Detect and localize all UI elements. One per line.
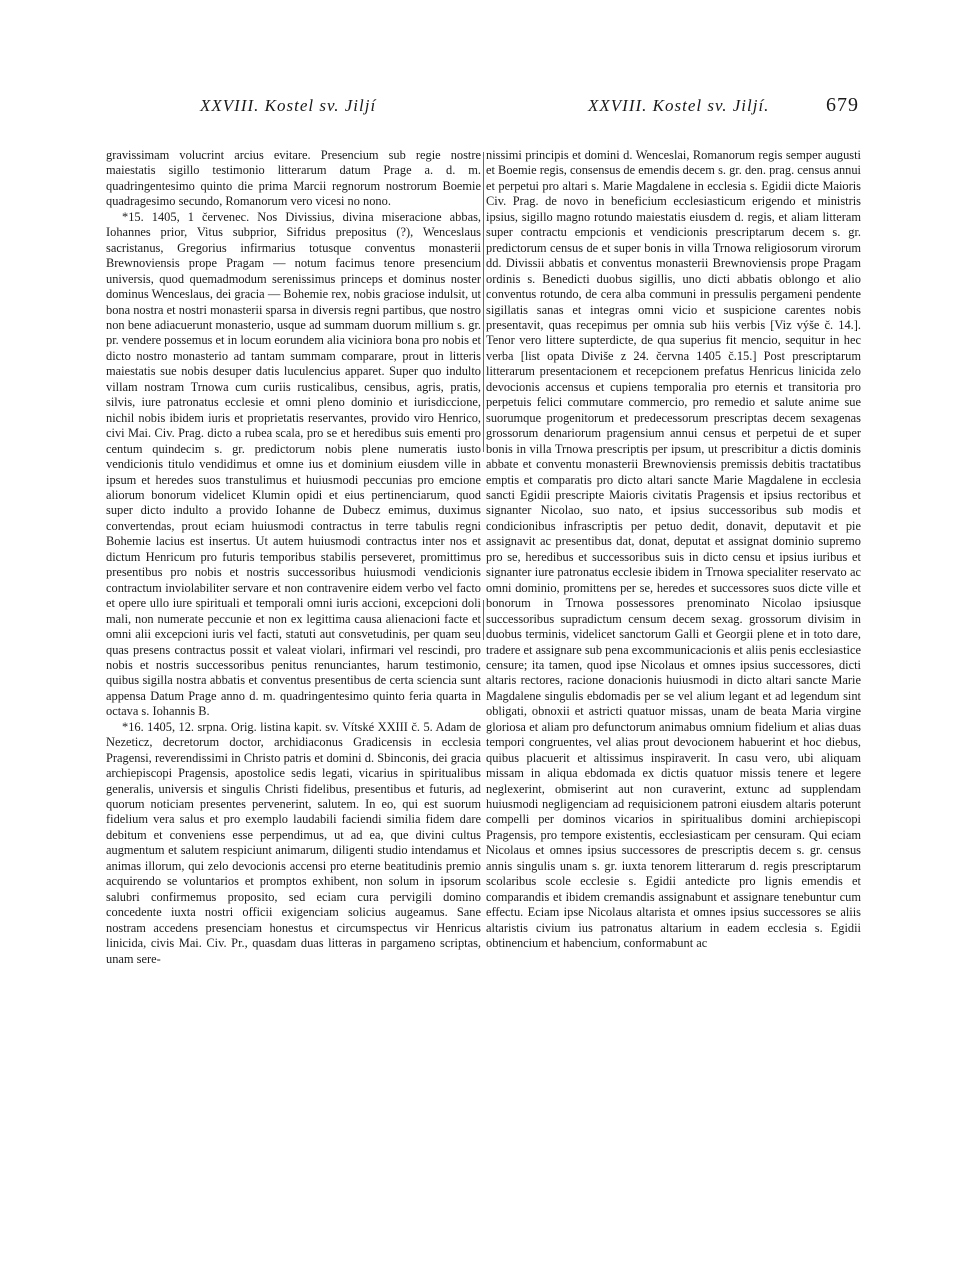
- running-header: [0, 96, 960, 126]
- paragraph-end-of-doc14: gravissimam volucrint arcius evitare. Presencium sub regie nostre maiestatis sigillo testimonio litterarum datum Prage a. d. m. quadringentesimo quinto die prima Marcii regnorum nostrorum Boemie quadragesimo secundo, Romanorum vero vicesi no nono.: [106, 148, 481, 209]
- right-running-title: XXVIII. Kostel sv. Jiljí.: [588, 96, 770, 115]
- paragraph-doc16: *16. 1405, 12. srpna. Orig. listina kapit. sv. Vítské XXIII č. 5. Adam de Nezeticz, decretorum doctor, archidiaconus Gradicensis in ecclesia Pragensi, reverendissimi in Christo patris et domini d. Sbinconis, dei gracia archiepiscopi Pragensis, apostolice sedis legati, vicarius in spiritualibus generalis, universis et singulis Christi fidelibus, presentibus et futuris, ad quorum noticiam presentes pervenerint, salutem. In eo, qui est suorum fidelium vera salus et pro exemplo laudabili faciendi similia fidem dare debitum et conveniens esse perpendimus, ut ad ea, que divini cultus augmentum et salutem respiciunt animarum, diligenti studio intendamus et animas illorum, qui zelo devocionis accensi pro eterne beatitudinis premio acquirendo se voluntarios et promptos exhibent, non solum in ipsorum salubri confirmemus proposito, sed eciam cura pervigili domino concedente iuxta nostri officii exigenciam solicius augeamus. Sane nostram accedens presenciam honestus et circumspectus vir Henricus linicida, civis Mai. Civ. Pr., quasdam duas litteras in pargameno scriptas, unam sere-: [106, 719, 481, 966]
- paragraph-doc15: *15. 1405, 1 červenec. Nos Divissius, divina miseracione abbas, Iohannes prior, Vitus subprior, Sifridus prepositus (?), Wenceslaus sacristanus, Gregorius infirmarius totusque conventus monasterii Brewnoviensis prope Pragam — notum facimus tenore presencium universis, quod quemadmodum serenissimus princeps et dominus noster dominus Wenceslaus, dei gracia — Bohemie rex, nobis graciose indulsit, ut bona nostra et nostri monasterii sparsa in diversis regni partibus, que nostro non bene adiacuerunt monasterio, usque ad summam duorum millium s. gr. pr. vendere possemus et in locum eorundem alia viciniora bona pro nobis et dicto nostro monasterio ad tantam summam comparare, prout in litteris maiestatis sue nobis desuper datis luculencius apparet. Super quo indulto villam nostram Trnowa cum curiis rusticalibus, censibus, agris, pratis, silvis, iure patronatus ecclesie et omni pleno dominio et iurisdiccione, nichil nobis ibidem iuris et proprietatis reservantes, provido viro Henrico, civi Mai. Civ. Prag. dicto a rubea scala, pro se et heredibus suis ementi pro centum quindecim s. gr. predictorum nobis plene numeratis iusto vendicionis titulo vendidimus et omne ius et dominium eiusdem ville in ipsum et heredes suos transtulimus et huiusmodi peccunias pro emcione aliorum bonorum videlicet Klumin opidi et eius pertinenciarum, quod super dicto indulto a provido Iohanne de Dubecz emimus, duximus convertendas, prout eciam huiusmodi contractus in terre tabulis regni Bohemie lacius est insertus. Ut autem huiusmodi contractus inter nos et dictum Henricum pro futuris temporibus stabilis perseveret, promittimus presentibus pro nobis et nostris successoribus huiusmodi vendicionis contractum inviolabiliter servare et non contravenire eidem verbo vel facto et opere ullo iure spirituali et temporali omni iuris accioni, excepcioni doli mali, non numerate peccunie et non ex legittima causa alienacioni facte et omni alii excepcioni iuris vel facti, statuti aut consvetudinis, per quam seu quas presens contractus possit et valeat violari, infirmari vel rescindi, pro nobis et nostris successoribus penitus renunciantes, harum testimonio, quibus sigilla nostra abbatis et conventus presentibus de certa sciencia sunt appensa Datum Prage anno d. m. quadringentesimo quinto feria quarta in octava s. Iohannis B.: [106, 209, 481, 719]
- right-column: [486, 148, 861, 952]
- left-column: [106, 148, 481, 967]
- column-divider: [483, 152, 484, 452]
- left-running-title: XXVIII. Kostel sv. Jiljí: [200, 96, 377, 115]
- page-number: 679: [826, 94, 859, 116]
- column-divider: [483, 600, 484, 640]
- paragraph-doc16-continued: nissimi principis et domini d. Wenceslai, Romanorum regis semper augusti et Boemie regis, consensus de emendis decem s. gr. den. prag. census annui et perpetui pro altari s. Marie Magdalene in ecclesia s. Egidii dicte Maioris Civ. Prag. de novo in beneficium ecclesiasticum erigendo et ministris ipsius, sigillo magno rotundo maiestatis eiusdem d. regis, et aliam litteram super contractu empcionis et vendicionis prescriptarum decem s. gr. predictorum census de et super bonis in villa Trnowa religiosorum virorum dd. Divissii abbatis et conventus monasterii Brewnoviensis prope Pragam ordinis s. Benedicti duobus sigillis, uno dicti abbatis oblongo et alio conventus rotundo, de cera alba communi in pressulis pergameni pendente sigillatis sanas et integras omni vicio et suspicione carentes nobis presentavit, quas recepimus per omnia sub hiis verbis [Viz výše č. 14.]. Tenor vero littere supterdicte, de qua superius fit mencio, sequitur in hec verba [list opata Diviše z 24. června 1405 č.15.] Post prescriptarum litterarum presentacionem et recepcionem prefatus Henricus linicida zelo devocionis accensus et cupiens temporalia pro eternis et transitoria pro perpetuis felici commutare commercio, pro remedio et salute anime sue suorumque progenitorum et predecessorum prescriptas decem sexagenas grossorum denariorum pragensium annui census et perpetui de et super bonis in villa Trnowa prescriptis per ipsum, ut prescribitur a dictis dominis abbate et conventu monasterii Brewnoviensis premissis debitis tractatibus emptis et comparatis pro dicto altari sancte Marie Magdalene in ecclesia sancti Egidii prescripte Maioris civitatis Pragensis et ipsius rectoribus et signanter Nicolao, suo nato, et ipsius successoribus sub modis et condicionibus infrascriptis per petuo dedit, donavit, deputavit et pie assignavit ac presentibus dat, donat, deputat et assignat dominio supremo pro se, heredibus et successoribus suis in dicto censu et ipsius iuribus et signanter iure patronatus ecclesie ibidem in Trnowa specialiter reservato ac omni dominio, promittens per se, heredes et successores suos dicte ville et bonorum in Trnowa possessores prenominato Nicolao ipsiusque successoribus supradictum censum decem sexag. grossorum divisim in duobus terminis, videlicet sanctorum Galli et Georgii plene et in toto dare, tradere et assignare sub pena excommunicacionis et aliis penis ecclesiastice censure; ita tamen, quod ipse Nicolaus et omnes ipsius successores, dicti altaris rectores, racione donacionis huiusmodi in dicto altari sancte Marie Magdalene singulis ebdomadis per se vel alium legant et ad legendum sint obligati, obnoxii et astricti quatuor missas, unam de beata Maria virgine gloriosa et aliam pro defunctorum animabus omnium fidelium et alias duas tempori congruentes, vel alias prout devocionem habuerint et hoc diebus, quibus placuerit et altissimus inspiraverit. In casu vero, ubi aliquam missam in aliqua ebdomada ex dictis quatuor missis tenere et legere neglexerint, obmiserint aut non curaverint, extunc ad supplendam huiusmodi negligenciam ad requisicionem patroni eiusdem altaris poterunt compelli per dominos vicarios in spiritualibus domini archiepiscopi Pragensis, pro tempore existentis, ecclesiasticam per censuram. Qui eciam Nicolaus et omnes ipsius successores de prescriptis decem s. gr. census annis singulis unam s. gr. iuxta tenorem litterarum d. regis prescriptarum scolaribus scole ecclesie s. Egidii antedicte pro lignis emendis et comparandis et ibidem cremandis assignabunt et assignare tenebuntur cum effectu. Eciam ipse Nicolaus altarista et omnes ipsius successores se aliis altaristis civium ius patronatus altarium in eadem ecclesia s. Egidii obtinencium et habencium, conformabunt ac: [486, 148, 861, 951]
